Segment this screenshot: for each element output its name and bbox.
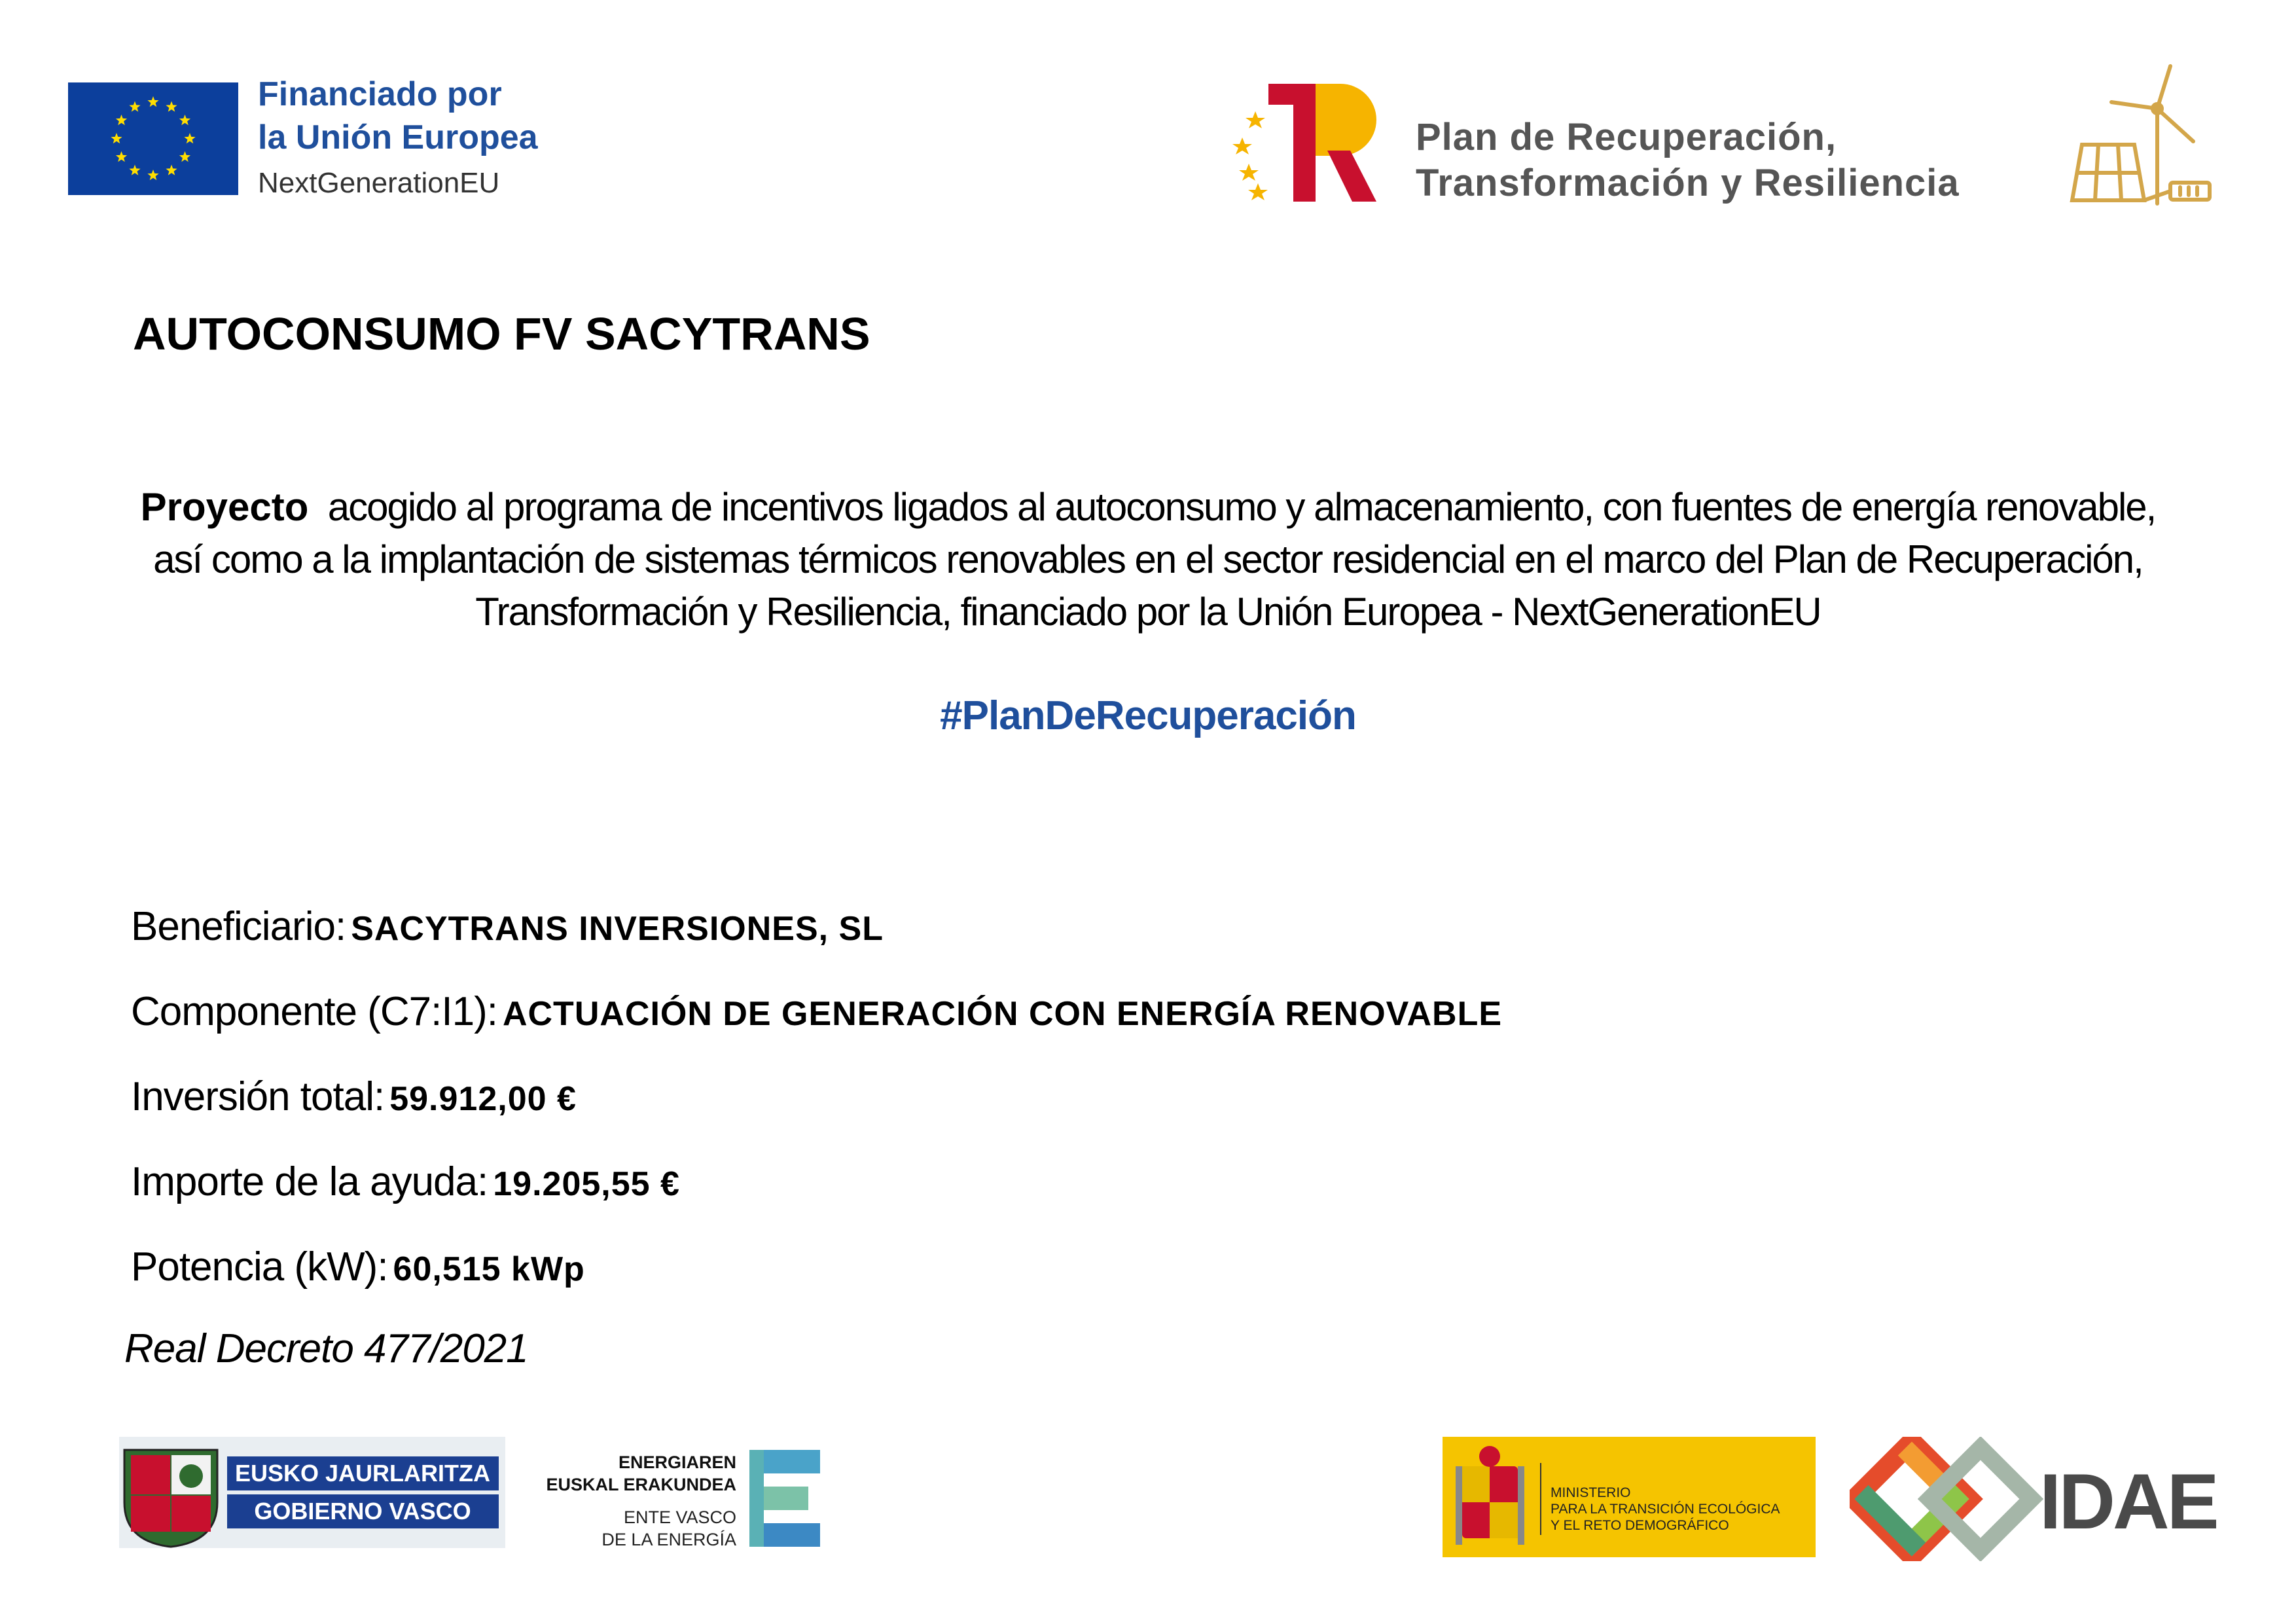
intro-text: acogido al programa de incentivos ligados al autoconsumo y almacenamiento, con fuentes de energía renovable, así como a la implantación de sistemas térmicos renovables en el sector residencial en el marco del Plan de Recuperación, Transformación y Resiliencia, financiado por la Unión Europea - NextGenerationEU [153,485,2156,634]
eu-funding-text [258,77,538,198]
eu-line-3: NextGenerationEU [258,167,500,199]
intro-paragraph [124,481,2172,638]
eu-star-icon [111,133,122,143]
ente-vasco-energia-logo [527,1443,828,1555]
eu-star-icon [129,101,140,112]
mitre-line-1: MINISTERIO [1551,1485,1631,1500]
beneficiary-row [131,903,884,950]
eve-line-3: ENTE VASCO [623,1507,736,1527]
plan-line-1: Plan de Recuperación, [1416,116,1837,158]
hashtag: #PlanDeRecuperación [940,693,1356,738]
eve-line-2: EUSKAL ERAKUNDEA [546,1475,736,1494]
eve-line-1: ENERGIAREN [618,1453,736,1472]
eu-star-icon [184,133,195,143]
aid-value: 19.205,55 € [493,1165,680,1203]
power-label: Potencia (kW): [131,1244,388,1290]
eu-star-icon [129,165,140,175]
eu-star-icon [147,170,158,180]
eu-line-2: la Unión Europea [258,118,538,156]
investment-value: 59.912,00 € [389,1080,577,1118]
aid-label: Importe de la ayuda: [131,1159,488,1204]
investment-label: Inversión total: [131,1074,385,1119]
eu-star-icon [147,96,158,107]
idae-logo [1850,1437,2216,1561]
plan-line-2: Transformación y Resiliencia [1416,162,1960,204]
component-row [131,988,1502,1035]
decree-reference: Real Decreto 477/2021 [124,1326,528,1371]
eu-star-icon [166,101,177,112]
prtr-logo-icon [1229,79,1380,203]
aid-row [131,1159,680,1205]
eve-line-4: DE LA ENERGÍA [601,1530,736,1549]
eu-star-icon [116,151,127,162]
eu-flag-icon [68,82,238,195]
beneficiary-label: Beneficiario: [131,904,346,949]
investment-row [131,1074,577,1120]
gv-line-2: GOBIERNO VASCO [254,1498,471,1525]
component-label: Componente (C7:I1): [131,989,497,1034]
eu-star-icon [116,115,127,125]
eu-line-1: Financiado por [258,75,502,113]
intro-lead: Proyecto [140,485,309,529]
mitre-line-2: PARA LA TRANSICIÓN ECOLÓGICA [1551,1502,1780,1517]
ministerio-transicion-ecologica-logo [1443,1437,1816,1557]
component-value: ACTUACIÓN DE GENERACIÓN CON ENERGÍA RENOVABLE [502,995,1503,1033]
power-value: 60,515 kWp [393,1250,585,1288]
document-title: AUTOCONSUMO FV SACYTRANS [133,308,870,359]
plan-recuperacion-text [1416,115,1960,206]
mitre-line-3: Y EL RETO DEMOGRÁFICO [1551,1518,1729,1533]
gv-line-1: EUSKO JAURLARITZA [234,1460,491,1487]
gobierno-vasco-logo [119,1437,505,1548]
eu-star-icon [179,115,190,125]
renewable-energy-icon [2066,63,2216,207]
eu-star-icon [179,151,190,162]
beneficiary-value: SACYTRANS INVERSIONES, SL [351,910,884,948]
power-row [131,1244,585,1290]
idae-text: IDAE [2039,1458,2216,1545]
eu-star-icon [166,165,177,175]
